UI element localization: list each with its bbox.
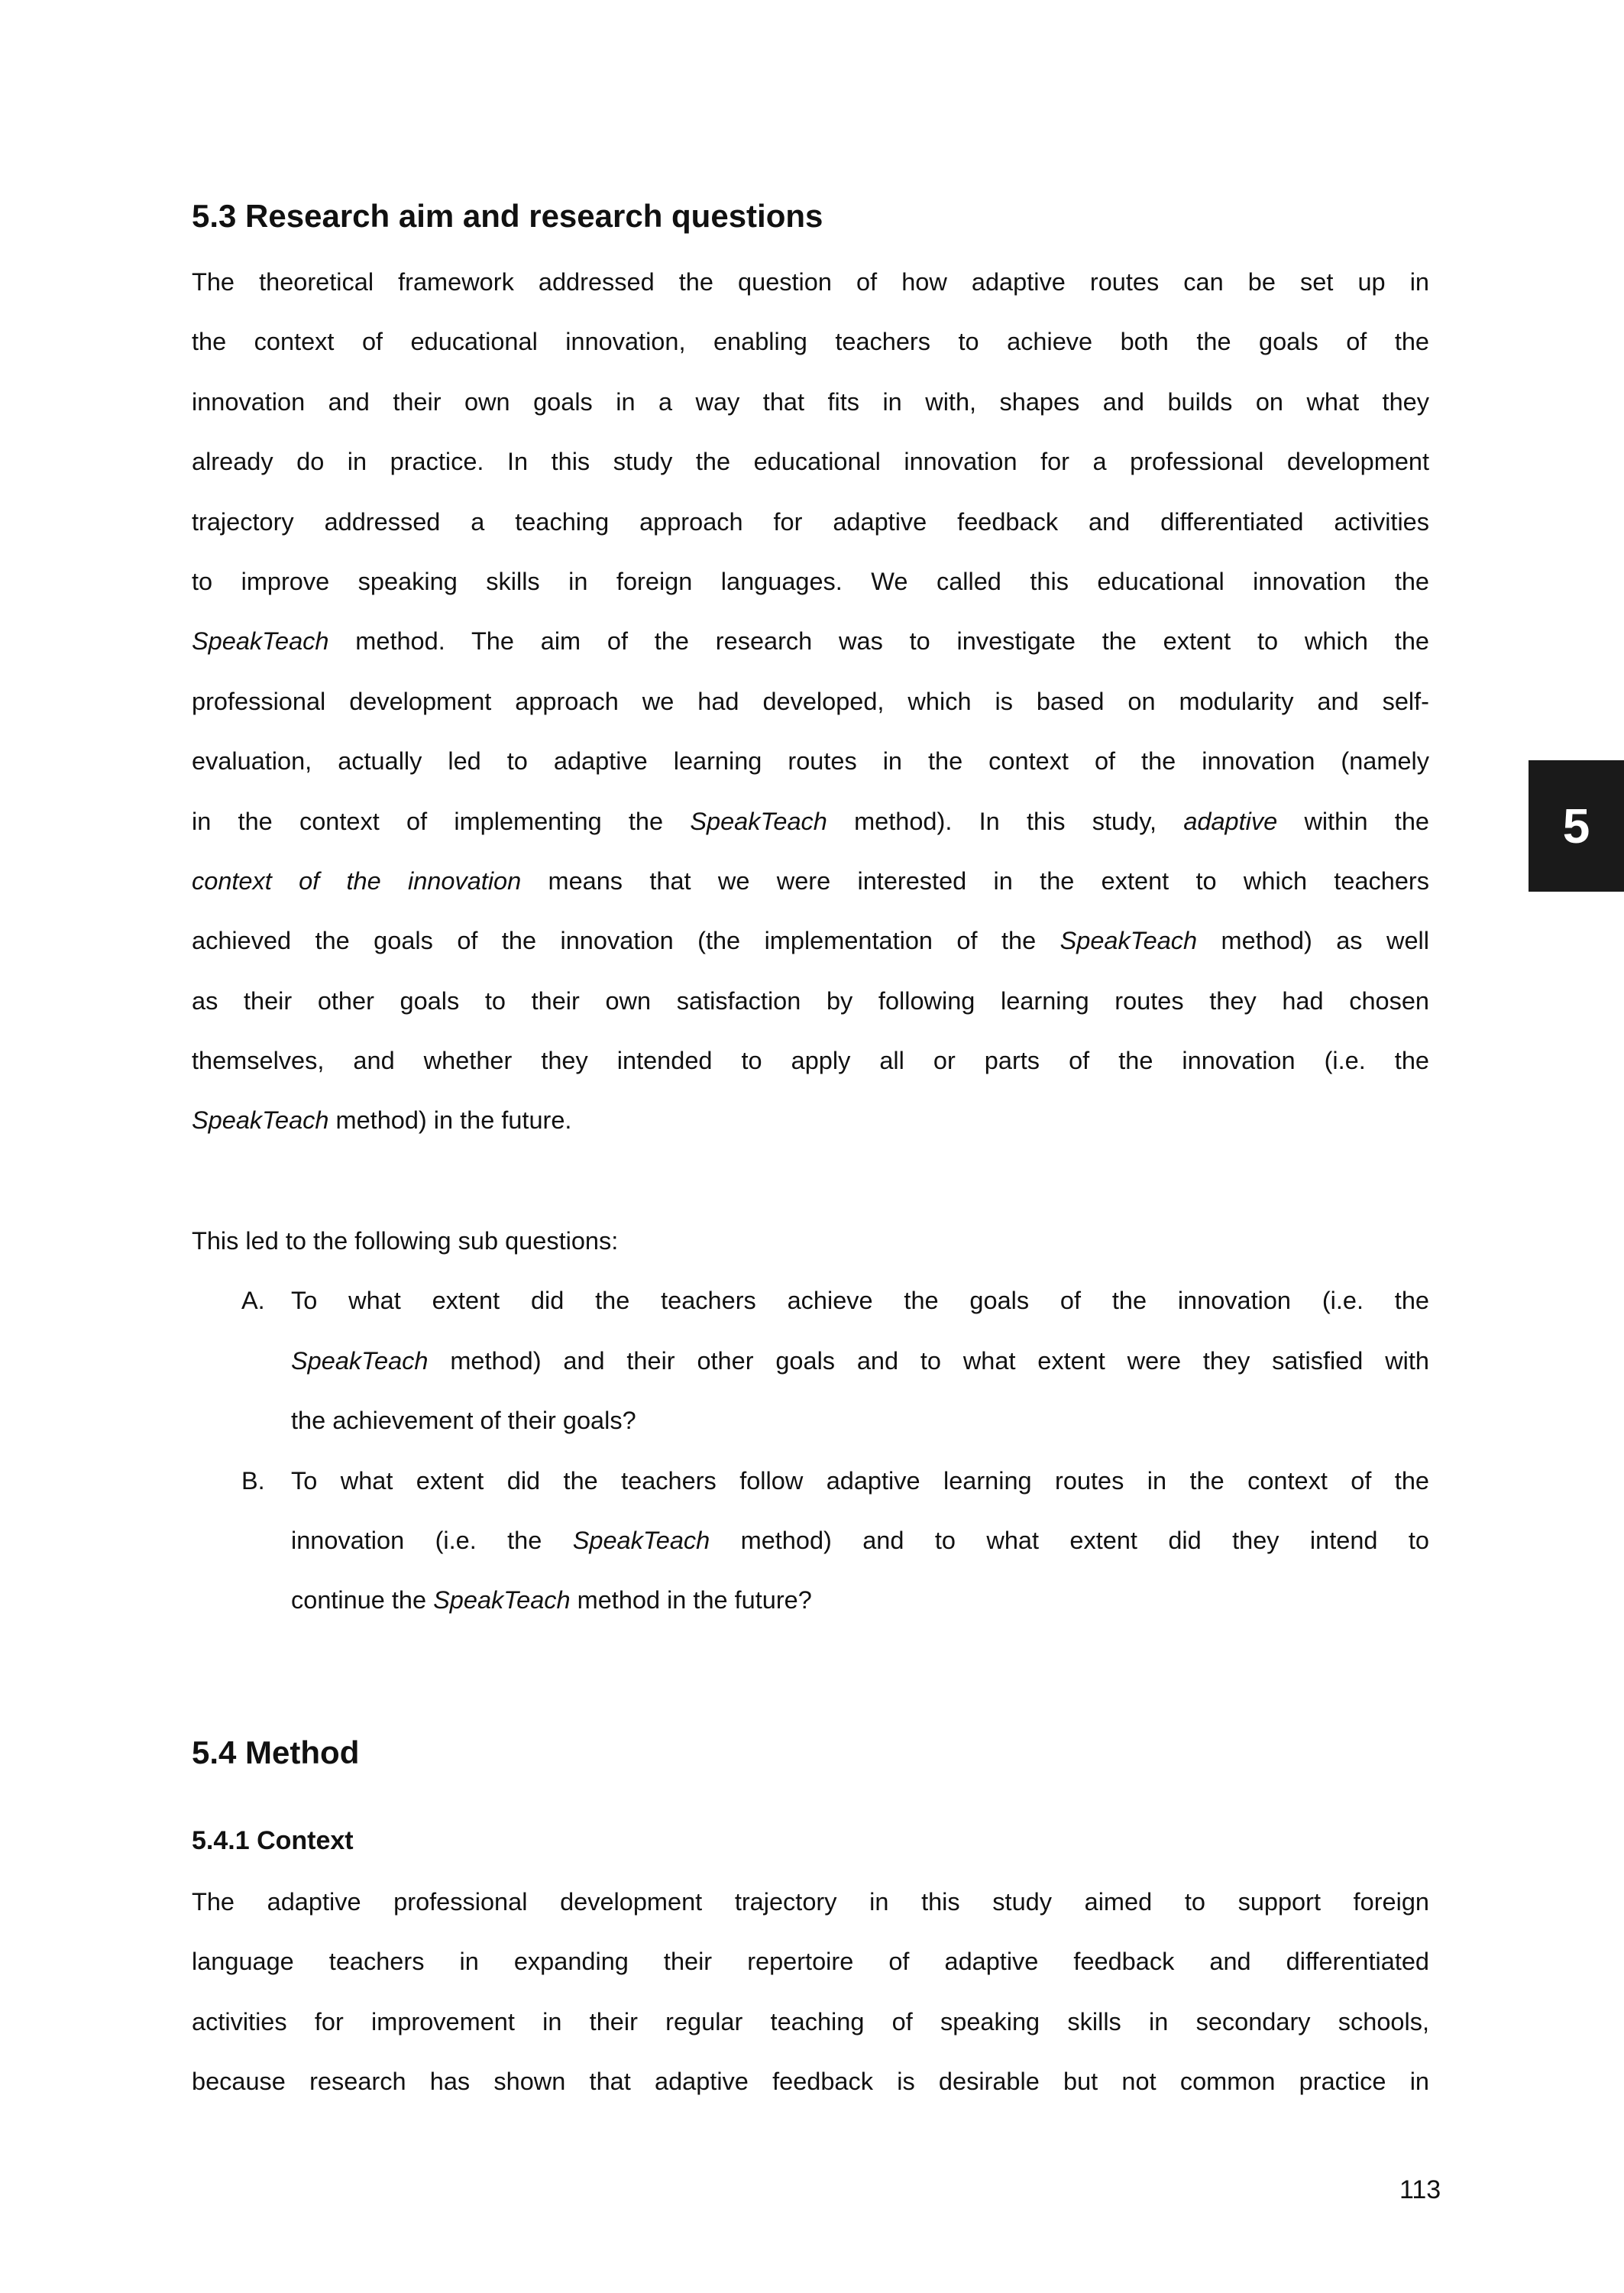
text: method) in the future. <box>328 1106 572 1135</box>
text-line <box>192 851 1429 911</box>
sub-question-b <box>192 1451 1429 1631</box>
text: method) and their other goals and to what extent were they satisfied with <box>428 1346 1429 1375</box>
text: as their other goals to their own satisfaction by following learning routes they had chosen <box>192 986 1429 1015</box>
text-line <box>291 1511 1429 1570</box>
text-line <box>192 611 1429 671</box>
page-number: 113 <box>1399 2175 1441 2204</box>
sub-questions <box>192 1211 1429 1631</box>
list-marker: A. <box>241 1287 265 1315</box>
text-line <box>192 731 1429 791</box>
text: activities for improvement in their regular teaching of speaking skills in secondary schools, <box>192 2007 1429 2036</box>
italic-text: SpeakTeach <box>433 1586 571 1614</box>
list-marker: B. <box>241 1466 265 1495</box>
text-line <box>192 1992 1429 2052</box>
text-line <box>192 971 1429 1031</box>
text: in the context of implementing the <box>192 807 691 835</box>
section-heading-5-3: 5.3 Research aim and research questions <box>192 198 823 234</box>
text: method) as well <box>1197 927 1429 955</box>
text-line <box>291 1331 1429 1391</box>
text-line <box>192 372 1429 432</box>
text-line <box>192 252 1429 312</box>
text-line <box>291 1570 1429 1630</box>
sub-question-text <box>291 1451 1429 1631</box>
text-line <box>192 492 1429 552</box>
text-line <box>192 1872 1429 1932</box>
paragraph-research-aim <box>192 252 1429 1151</box>
text-line <box>291 1271 1429 1330</box>
text-line <box>192 552 1429 611</box>
chapter-tab: 5 <box>1529 760 1624 892</box>
text-line <box>291 1451 1429 1511</box>
italic-text: SpeakTeach <box>690 807 827 835</box>
text-line <box>192 911 1429 970</box>
text: already do in practice. In this study the educational innovation for a professional development <box>192 448 1429 476</box>
text-line <box>291 1391 1429 1450</box>
section-heading-5-4: 5.4 Method <box>192 1734 360 1770</box>
text: innovation (i.e. the <box>291 1526 573 1554</box>
text: achieved the goals of the innovation (the implementation of the <box>192 927 1060 955</box>
text: because research has shown that adaptive feedback is desirable but not common practice in <box>192 2068 1429 2096</box>
text: professional development approach we had developed, which is based on modularity and self- <box>192 687 1429 715</box>
text: innovation and their own goals in a way that fits in with, shapes and builds on what they <box>192 387 1429 416</box>
text-line <box>192 792 1429 851</box>
text-line <box>192 1090 1429 1150</box>
text-line <box>192 1031 1429 1090</box>
text: The adaptive professional development trajectory in this study aimed to support foreign <box>192 1888 1429 1916</box>
text-line <box>192 432 1429 491</box>
text: The theoretical framework addressed the question of how adaptive routes can be set up in <box>192 268 1429 296</box>
text: themselves, and whether they intended to apply all or parts of the innovation (i.e. the <box>192 1047 1429 1075</box>
text: method in the future? <box>570 1586 812 1614</box>
italic-text: SpeakTeach <box>1059 927 1198 955</box>
sub-question-a <box>192 1271 1429 1450</box>
paragraph-context <box>192 1872 1429 2112</box>
text: to improve speaking skills in foreign languages. We called this educational innovation the <box>192 567 1429 595</box>
text: method). In this study, <box>827 807 1184 835</box>
text: the achievement of their goals? <box>291 1407 636 1435</box>
text: continue the <box>291 1586 434 1614</box>
text: method. The aim of the research was to investigate the extent to which the <box>328 627 1429 656</box>
text-line <box>192 672 1429 731</box>
italic-text: SpeakTeach <box>192 1106 329 1135</box>
sub-question-text <box>291 1271 1429 1450</box>
text: language teachers in expanding their repertoire of adaptive feedback and differentiated <box>192 1948 1429 1976</box>
italic-text: context of the innovation <box>192 866 522 895</box>
text: within the <box>1277 807 1429 835</box>
text-line <box>192 1932 1429 1991</box>
text: method) and to what extent did they intend to <box>710 1526 1429 1554</box>
italic-text: SpeakTeach <box>192 627 329 656</box>
subsection-heading-5-4-1: 5.4.1 Context <box>192 1826 354 1855</box>
text: the context of educational innovation, enabling teachers to achieve both the goals of the <box>192 328 1429 356</box>
italic-text: SpeakTeach <box>291 1346 429 1375</box>
text-line <box>192 312 1429 371</box>
italic-text: SpeakTeach <box>572 1526 710 1554</box>
text: To what extent did the teachers follow adaptive learning routes in the context of the <box>291 1466 1429 1495</box>
text: To what extent did the teachers achieve the goals of the innovation (i.e. the <box>291 1287 1429 1315</box>
text: means that we were interested in the extent to which teachers <box>521 866 1429 895</box>
text: evaluation, actually led to adaptive learning routes in the context of the innovation (namely <box>192 747 1429 776</box>
text: trajectory addressed a teaching approach for adaptive feedback and differentiated activities <box>192 507 1429 536</box>
text-line <box>192 2052 1429 2111</box>
sub-questions-intro: This led to the following sub questions: <box>192 1227 619 1255</box>
italic-text: adaptive <box>1183 807 1278 835</box>
